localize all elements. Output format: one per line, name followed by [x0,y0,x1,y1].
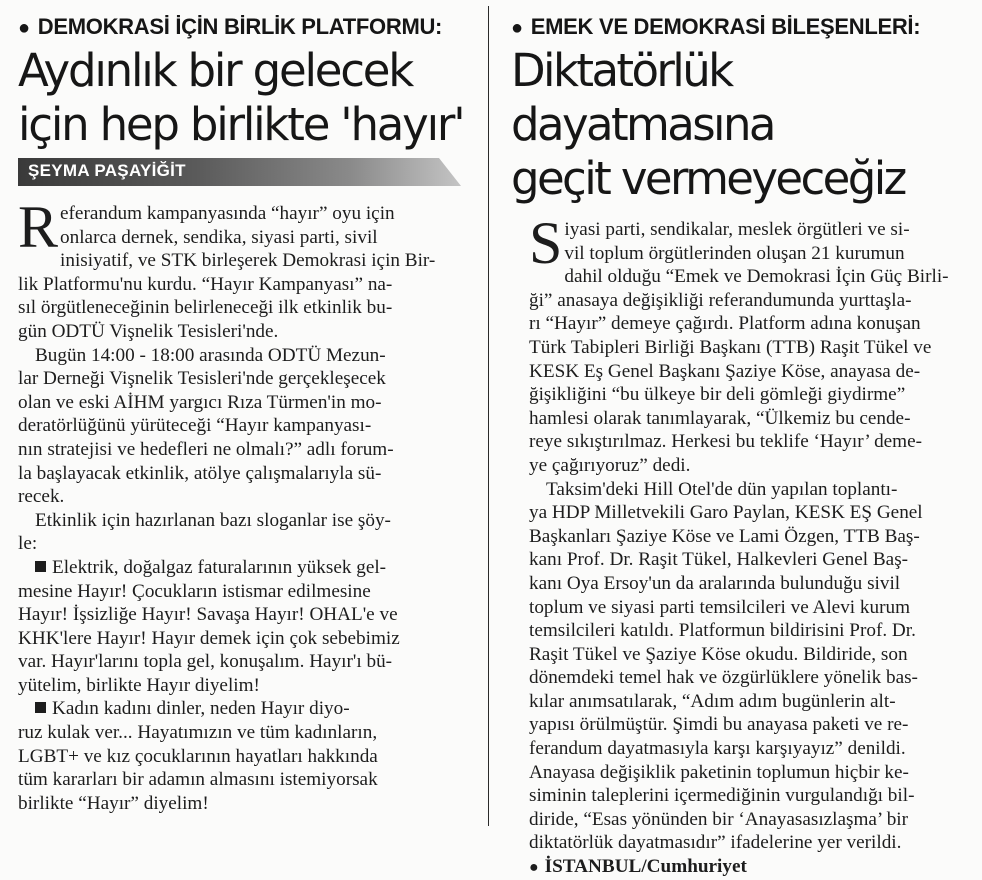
text-line: reye sıkıştırılmaz. Herkesi bu teklife ‘Hayır’ deme- [529,431,923,453]
text-line: toplum ve siyasi parti temsilcileri ve Alevi kurum [529,596,911,618]
text-line: vil toplum örgütlerinden oluşan 21 kurumun [564,242,905,264]
text-line: ye çağırıyoruz” dedi. [529,454,691,476]
text-line: Bugün 14:00 - 18:00 arasında ODTÜ Mezun- [35,344,386,366]
text-line: la başlayacak etkinlik, atölye çalışmalarıyla sü- [18,462,382,484]
body-left [18,194,470,815]
text-line: deratörlüğünü yürüteceği “Hayır kampanyası- [18,415,372,437]
text-line: ferandum dayatmasıyla karşı karşıyayız” denildi. [529,738,906,760]
kicker-right [511,14,959,40]
text-line: kanı Oya Ersoy'un da aralarında bulunduğu sivil [529,572,901,594]
bullet-icon: ● [529,859,539,877]
text-line: eferandum kampanyasında “hayır” oyu için [60,203,395,224]
text-line: diktatörlük dayatmasıdır” ifadelerine yer verildi. [529,832,902,854]
text-line: hamlesi olarak tanımlayarak, “Ülkemiz bu cende- [529,407,911,429]
signoff [529,855,959,880]
text-line [18,697,470,721]
kicker-left-text: DEMOKRASİ İÇİN BİRLİK PLATFORMU: [37,14,443,39]
text-line: ğişikliğini “bu ülkeye bir deli gömleği giydirme” [529,384,906,406]
headline-right [511,44,959,206]
byline-author: ŞEYMA PAŞAYİĞİT [28,161,186,180]
text-line: Türk Tabipleri Birliği Başkanı (TTB) Raşit Tükel ve [529,336,932,358]
text-line: kanı Prof. Dr. Raşit Tükel, Halkevleri Genel Baş- [529,549,909,571]
text-line: siminin taleplerini içermediğinin vurgulandığı bil- [529,785,915,807]
dropcap-left: R [18,194,59,260]
text-line: temsilcileri katıldı. Platformun bildirisini Prof. Dr. [529,620,916,642]
text-line: KESK Eş Genel Başkanı Şaziye Köse, anayasa de- [529,360,921,382]
square-bullet-icon [35,702,46,713]
text-line: Hayır! İşsizliğe Hayır! Savaşa Hayır! OHAL'e ve [18,604,398,626]
text-line: yütelim, birlikte Hayır diyelim! [18,674,260,696]
text-line: olan ve eski AİHM yargıcı Rıza Türmen'in mo- [18,391,382,413]
body-right [511,210,959,880]
text-line [18,556,470,580]
text-line: birlikte “Hayır” diyelim! [18,792,209,814]
text-line: tüm kararları bir adamın almasını istemiyorsak [18,769,378,791]
text-line: iyasi parti, sendikalar, meslek örgütleri ve si- [564,219,910,240]
text-line: kılar anımsatılarak, “Adım adım bugünlerin alt- [529,690,896,712]
text-line: Etkinlik için hazırlanan bazı sloganlar ise şöy- [35,509,391,531]
text-line: nın stratejisi ve hedefleri ne olmalı?” adlı forum- [18,438,394,460]
text-line: dönemdeki temel hak ve özgürlüklere yönelik bas- [529,667,918,689]
kicker-left [18,14,470,40]
text-line: ği” anasaya değişikliği referandumunda yurttaşla- [529,289,912,311]
headline-right-line: geçit vermeyeceğiz [511,152,905,205]
headline-left-line: için hep birlikte 'hayır' [18,98,464,151]
bullet-icon: ● [511,17,523,39]
text-line: onlarca dernek, sendika, siyasi parti, sivil [60,226,378,248]
text-line: gün ODTÜ Vişnelik Tesisleri'nde. [18,320,279,342]
text-line: sıl örgütleneceğinin belirleneceği ilk etkinlik bu- [18,297,393,319]
article-left [18,0,470,815]
text-line: diride, “Esas yönünden bir ‘Anayasasızlaşma’ bir [529,808,909,830]
square-bullet-icon [35,561,46,572]
signoff-text: İSTANBUL/Cumhuriyet [544,856,747,878]
text-line: le: [18,533,38,555]
bullet-icon: ● [18,17,30,39]
text-line: ruz kulak ver... Hayatımızın ve tüm kadınların, [18,722,378,744]
text-line: Başkanları Şaziye Köse ve Lami Özgen, TTB Baş- [529,525,920,547]
headline-left-line: Aydınlık bir gelecek [18,44,413,97]
text-line: recek. [18,486,65,508]
headline-right-line: Diktatörlük dayatmasına [511,44,774,151]
headline-left [18,44,470,152]
text-line: LGBT+ ve kız çocuklarının hayatları hakkında [18,745,378,767]
kicker-right-text: EMEK VE DEMOKRASİ BİLEŞENLERİ: [530,14,921,39]
text-line: lik Platformu'nu kurdu. “Hayır Kampanyası” na- [18,273,393,295]
text-line: var. Hayır'larını topla gel, konuşalım. Hayır'ı bü- [18,651,393,673]
article-right [511,0,959,880]
text-line: lar Derneği Vişnelik Tesisleri'nde gerçekleşecek [18,368,386,390]
dropcap-right: S [529,210,563,276]
text-line: yapısı örülmüştür. Şimdi bu anayasa paketi ve re- [529,714,909,736]
text-line-content: Elektrik, doğalgaz faturalarının yüksek gel- [52,556,387,578]
byline-page-fold [439,158,461,186]
text-line-content: Kadın kadını dinler, neden Hayır diyo- [52,698,350,720]
column-divider [488,6,489,826]
text-line: Taksim'deki Hill Otel'de dün yapılan toplantı- [546,478,898,500]
text-line: ya HDP Milletvekili Garo Paylan, KESK EŞ Genel [529,502,923,524]
text-line: Raşit Tükel ve Şaziye Köse okudu. Bildiride, son [529,643,908,665]
text-line: inisiyatif, ve STK birleşerek Demokrasi için Bir- [60,250,436,272]
text-line: Anayasa değişiklik paketinin toplumun hiçbir ke- [529,761,909,783]
text-line: mesine Hayır! Çocukların istismar edilmesine [18,580,371,602]
byline-bar [18,158,461,186]
text-line: dahil olduğu “Emek ve Demokrasi İçin Güç Birli- [564,266,949,288]
text-line: rı “Hayır” demeye çağırdı. Platform adına konuşan [529,313,921,335]
text-line: KHK'lere Hayır! Hayır demek için çok sebebimiz [18,627,400,649]
